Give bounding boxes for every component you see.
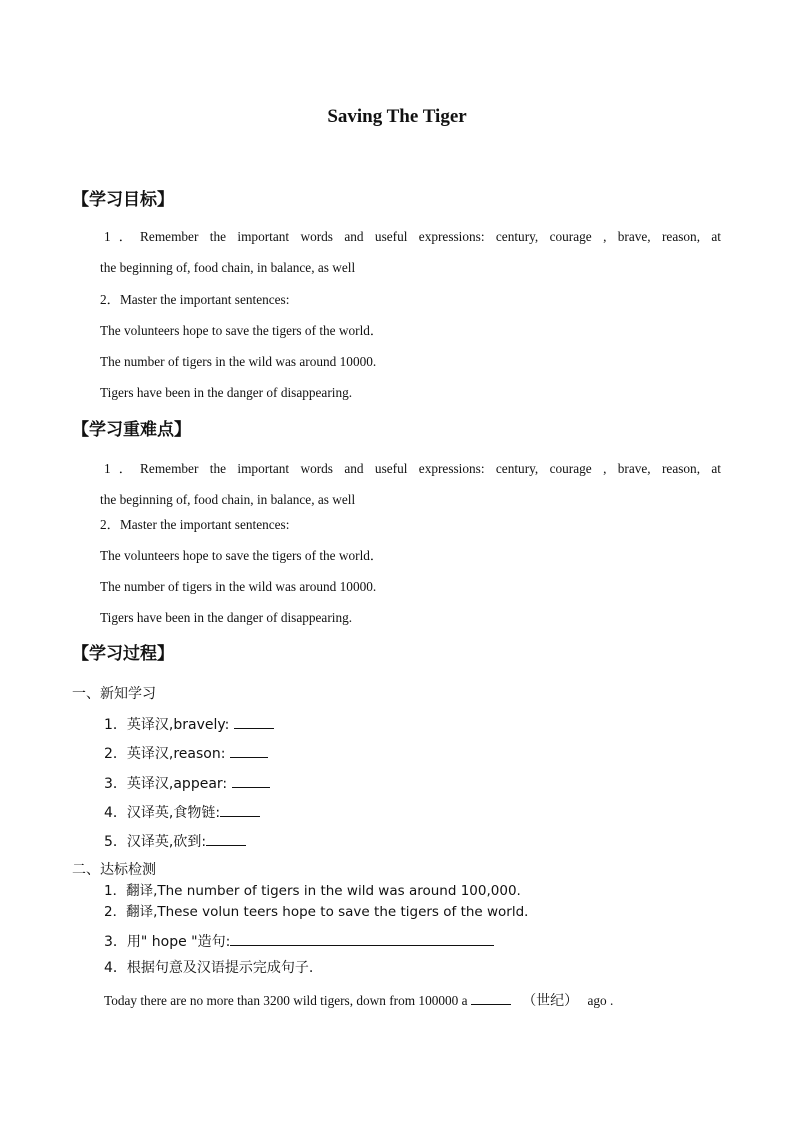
objective-item-1-line-2: the beginning of, food chain, in balance, as well [100, 260, 356, 275]
exercise-item-5 [104, 831, 246, 852]
assessment-item-3 [104, 931, 494, 952]
sentence-blank[interactable] [230, 931, 494, 946]
answer-blank[interactable] [232, 773, 270, 788]
sentence-blank[interactable] [471, 990, 511, 1005]
part-heading-assessment: 二、达标检测 [72, 862, 156, 878]
page-title: Saving The Tiger [327, 106, 467, 127]
objective-sentence-3: Tigers have been in the danger of disappearing. [100, 385, 353, 400]
answer-blank[interactable] [220, 802, 260, 817]
section-heading-process: 【学习过程】 [72, 644, 174, 664]
objective-sentence-2: The number of tigers in the wild was around 10000. [100, 354, 377, 369]
exercise-item-3 [104, 773, 270, 794]
assessment-item-1: 1．翻译,The number of tigers in the wild was around 100,000. [104, 883, 521, 899]
exercise-item-3-text: 3．英译汉,appear: [104, 776, 232, 792]
objective-item-2: 2．Master the important sentences: [100, 292, 290, 307]
exercise-item-2-text: 2．英译汉,reason: [104, 746, 230, 762]
answer-blank[interactable] [230, 743, 268, 758]
objective-sentence-1: The volunteers hope to save the tigers of the world． [100, 323, 384, 338]
keypoint-sentence-1: The volunteers hope to save the tigers of the world． [100, 548, 384, 563]
fill-in-sentence-end: ago . [584, 993, 614, 1008]
exercise-item-1 [104, 714, 274, 735]
keypoint-sentence-2: The number of tigers in the wild was around 10000. [100, 579, 377, 594]
section-heading-key-points: 【学习重难点】 [72, 420, 191, 440]
exercise-item-2 [104, 743, 268, 764]
answer-blank[interactable] [206, 831, 246, 846]
keypoint-sentence-3: Tigers have been in the danger of disappearing. [100, 610, 353, 625]
keypoint-item-1-line-1: 1．Remember the important words and useful expressions: century, courage , brave, reason, at [104, 461, 721, 476]
keypoint-item-1-line-2: the beginning of, food chain, in balance, as well [100, 492, 356, 507]
part-heading-new-learning: 一、新知学习 [72, 686, 156, 702]
exercise-item-1-text: 1．英译汉,bravely: [104, 717, 234, 733]
exercise-item-4 [104, 802, 260, 823]
fill-in-sentence-hint: （世纪） [522, 993, 579, 1009]
answer-blank[interactable] [234, 714, 274, 729]
assessment-item-3-text: 3．用" hope "造句: [104, 934, 231, 950]
keypoint-item-2: 2．Master the important sentences: [100, 517, 290, 532]
assessment-item-2: 2．翻译,These volun teers hope to save the tigers of the world． [104, 904, 538, 920]
objective-item-1-line-1: 1．Remember the important words and useful expressions: century, courage , brave, reason, at [104, 229, 721, 244]
fill-in-sentence-start: Today there are no more than 3200 wild tigers, down from 100000 a [104, 993, 471, 1008]
exercise-item-5-text: 5．汉译英,砍到: [104, 834, 207, 850]
section-heading-objectives: 【学习目标】 [72, 190, 174, 210]
exercise-item-4-text: 4．汉译英,食物链: [104, 805, 221, 821]
assessment-item-4: 4．根据句意及汉语提示完成句子. [104, 960, 314, 976]
fill-in-sentence [104, 990, 613, 1011]
